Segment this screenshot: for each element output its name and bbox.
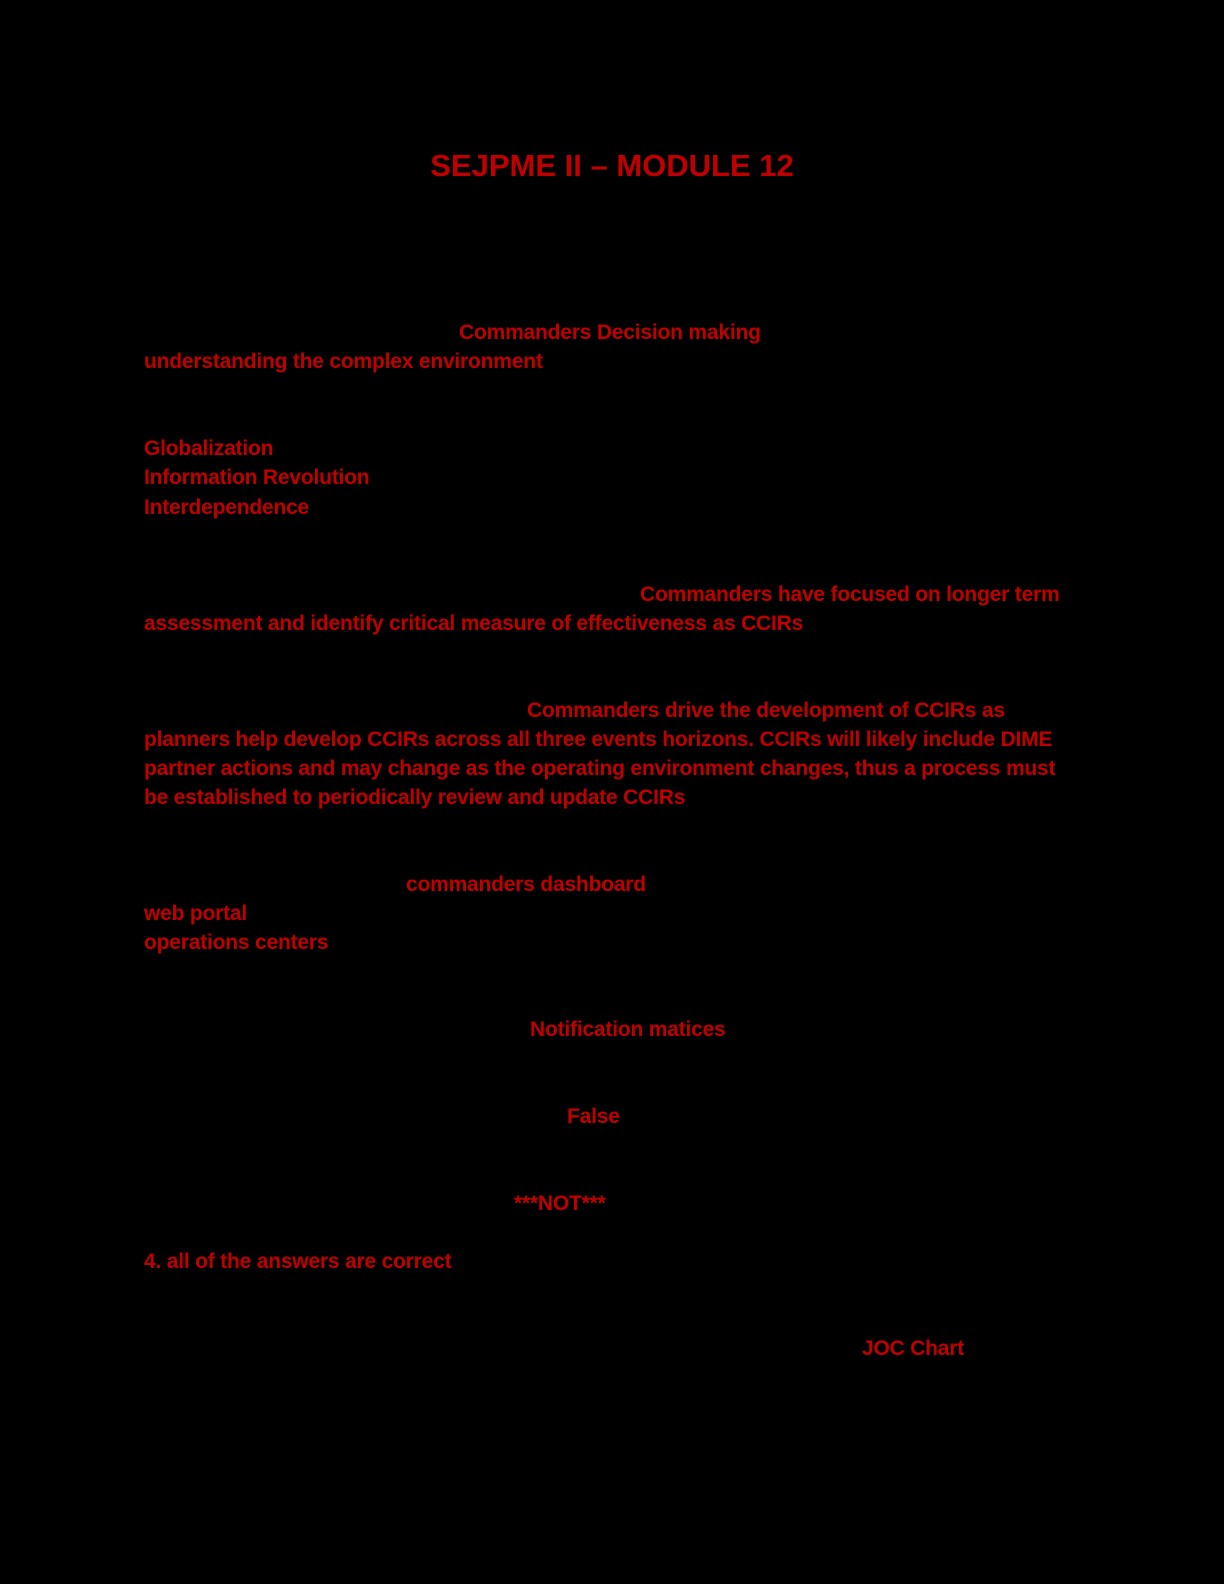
page-title: SEJPME II – MODULE 12 bbox=[430, 148, 794, 183]
answer-8-line-1: ***NOT*** bbox=[514, 1192, 606, 1215]
answer-1-line-1: Commanders Decision making bbox=[459, 321, 761, 344]
answer-2-line-1: Globalization bbox=[144, 437, 274, 460]
answer-4-line-3: partner actions and may change as the operating environment changes, thus a process must bbox=[144, 757, 1056, 780]
answer-7-line-1: False bbox=[567, 1105, 620, 1128]
answer-5-line-1: commanders dashboard bbox=[406, 873, 646, 896]
answer-4-line-1: Commanders drive the development of CCIRs as bbox=[527, 699, 1005, 722]
answer-10-line-1: JOC Chart bbox=[862, 1337, 965, 1360]
answer-9-line-1: 4. all of the answers are correct bbox=[144, 1250, 452, 1273]
answer-3-line-2: assessment and identify critical measure of effectiveness as CCIRs bbox=[144, 612, 804, 635]
answer-4-line-4: be established to periodically review and update CCIRs bbox=[144, 786, 686, 809]
answer-4-line-2: planners help develop CCIRs across all three events horizons. CCIRs will likely include DIME bbox=[144, 728, 1053, 751]
answer-6-line-1: Notification matices bbox=[530, 1018, 726, 1041]
answer-5-line-2: web portal bbox=[144, 902, 248, 925]
answer-2-line-2: Information Revolution bbox=[144, 466, 370, 489]
answer-3-line-1: Commanders have focused on longer term bbox=[640, 583, 1060, 606]
answer-2-line-3: Interdependence bbox=[144, 496, 310, 519]
answer-1-line-2: understanding the complex environment bbox=[144, 350, 543, 373]
answer-5-line-3: operations centers bbox=[144, 931, 329, 954]
